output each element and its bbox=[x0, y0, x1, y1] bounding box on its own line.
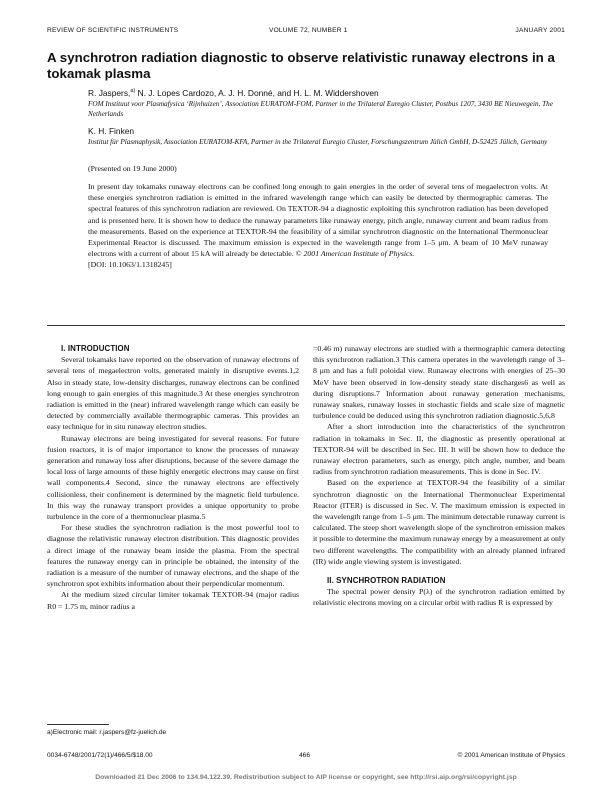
authors-first: R. Jaspers, bbox=[88, 88, 131, 98]
journal-name: REVIEW OF SCIENTIFIC INSTRUMENTS bbox=[47, 27, 179, 34]
abstract-text: In present day tokamaks runaway electrons can be confined long enough to gain energies in the order of several tens of megaelectron volts. At these energies synchrotron radiation is emitted in the infrared wavelength range which can easily be detected by thermographic cameras. The spectral features of this synchrotron radiation are reviewed. On TEXTOR-94 a diagnostic exploiting this synchrotron radiation has been developed and is presented here. It is shown how to deduce the runaway parameters like runaway energy, pitch angle, runaway current and beam radius from the measurements. Based on the experience at TEXTOR-94 the feasibility of a similar synchrotron diagnostic on the International Thermonuclear Experimental Reactor is discussed. The maximum emission is expected in the wavelength range from 1–5 μm. A beam of 10 MeV runaway electrons with a current of about 15 kA will already be detectable. bbox=[88, 182, 548, 259]
section-heading-synchrotron: II. SYNCHROTRON RADIATION bbox=[327, 576, 446, 586]
author-2: K. H. Finken bbox=[88, 126, 135, 136]
paragraph: =0.46 m) runaway electrons are studied with a thermographic camera detecting this synchrotron radiation.3 This camera operates in the wavelength range of 3–8 μm and has a full poloidal view. Runaway electrons with energies of 25–30 MeV have been observed in low-density steady state discharges6 as well as during disruptions.7 Information about runaway generation mechanisms, runaway snakes, runaway losses in stochastic fields and scale size of magnetic turbulence could be deduced using this synchrotron radiation diagnostic.5,6,8 bbox=[313, 344, 565, 421]
section-divider bbox=[47, 325, 565, 326]
paragraph: Runaway electrons are being investigated for several reasons. For future fusion reactors, it is of major importance to know the processes of runaway generation and runaway loss after disruptions, because of the severe damage the local loss of large amounts of these highly energetic electrons may cause on first wall components.4 Second, since the runaway electrons are effectively collisionless, their confinement is determined by the magnetic field turbulence. In this way the runaway transport provides a unique opportunity to probe turbulence in the core of a thermonuclear plasma.5 bbox=[47, 433, 299, 522]
issue-date: JANUARY 2001 bbox=[515, 27, 565, 34]
abstract bbox=[88, 181, 548, 271]
page-number: 466 bbox=[299, 752, 311, 759]
issn-code: 0034-6748/2001/72(1)/466/5/$18.00 bbox=[47, 752, 153, 759]
affiliation-2: Institut für Plasmaphysik, Association EURATOM-KFA, Partner in the Trilateral Euregio Cluster, Forschungszentrum Jülich GmbH, D-52425 Jülich, Germany bbox=[88, 138, 548, 146]
paragraph: At the medium sized circular limiter tokamak TEXTOR-94 (major radius R0 = 1.75 m, minor radius a bbox=[47, 590, 299, 611]
abstract-copyright: © 2001 American Institute of Physics. bbox=[295, 249, 415, 259]
footer-copyright: © 2001 American Institute of Physics bbox=[457, 752, 565, 759]
paragraph: For these studies the synchrotron radiation is the most powerful tool to diagnose the relativistic runaway electron distribution. This diagnostic provides a direct image of the runaway beam inside the plasma. From the spectral features the runaway energy can in principle be obtained, the intensity of the radiation is a measure of the number of runaway electrons, and the shape of the synchrotron spot exhibits information about their perpendicular momentum. bbox=[47, 523, 299, 589]
paragraph: After a short introduction into the characteristics of the synchrotron radiation in tokamaks in Sec. II, the diagnostic as presently operational at TEXTOR-94 will be described in Sec. III. It will be shown how to deduce the runaway electron parameters, such as energy, pitch angle, number, and beam radius from synchrotron radiation measurements. This is done in Sec. IV. bbox=[313, 422, 565, 477]
author-list bbox=[88, 88, 578, 98]
footnote-rule bbox=[47, 724, 109, 725]
footnote-email: a)Electronic mail: r.jaspers@fz-juelich.de bbox=[47, 729, 167, 736]
download-notice[interactable]: Downloaded 21 Dec 2006 to 134.94.122.39. Redistribution subject to AIP license or copyright, see http://rsi.aip.org/rsi/copyright.jsp bbox=[95, 774, 517, 781]
author-footnote-marker: a) bbox=[130, 88, 136, 95]
article-title: A synchrotron radiation diagnostic to observe relativistic runaway electrons in a tokamak plasma bbox=[47, 50, 555, 81]
authors-rest: N. J. Lopes Cardozo, A. J. H. Donné, and H. L. M. Widdershoven bbox=[135, 88, 379, 98]
paragraph: Based on the experience at TEXTOR-94 the feasibility of a similar synchrotron diagnostic on the International Thermonuclear Experimental Reactor (ITER) is discussed in Sec. V. The maximum emission is expected in the wavelength range from 1–5 μm. The minimum detectable runaway current is calculated. The steep short wavelength slope of the synchrotron emission makes it possible to determine the maximum runaway energy by a measurement at only two different wavelengths. The compatibility with an already planned infrared (IR) wide angle viewing system is investigated. bbox=[313, 478, 565, 566]
volume-number: VOLUME 72, NUMBER 1 bbox=[269, 27, 348, 34]
section-heading-introduction: I. INTRODUCTION bbox=[61, 344, 130, 353]
presented-date: (Presented on 19 June 2000) bbox=[88, 164, 177, 173]
doi-link[interactable]: [DOI: 10.1063/1.1318245] bbox=[88, 260, 172, 270]
paragraph: Several tokamaks have reported on the observation of runaway electrons of several tens of megaelectron volts, generated mainly in disruptive events.1,2 Also in steady state, low-density discharges, runaway electrons can be confined long enough to gain energies of this magnitude.3 At these energies synchrotron radiation is emitted in the (near) infrared wavelength range which can easily be detected by commercially available thermographic cameras. This provides an easy technique for in situ runaway electron studies. bbox=[47, 355, 299, 432]
paragraph: The spectral power density P(λ) of the synchrotron radiation emitted by relativistic electrons moving on a circular orbit with radius R is expressed by bbox=[313, 587, 565, 608]
right-column bbox=[313, 343, 565, 609]
left-column bbox=[47, 343, 299, 612]
affiliation-1: FOM Instituut voor Plasmafysica ‘Rijnhuizen’, Association EURATOM-FOM, Partner in the Trilateral Euregio Cluster, Postbus 1207, 3430 BE Nieuwegein, The Netherlands bbox=[88, 100, 553, 119]
